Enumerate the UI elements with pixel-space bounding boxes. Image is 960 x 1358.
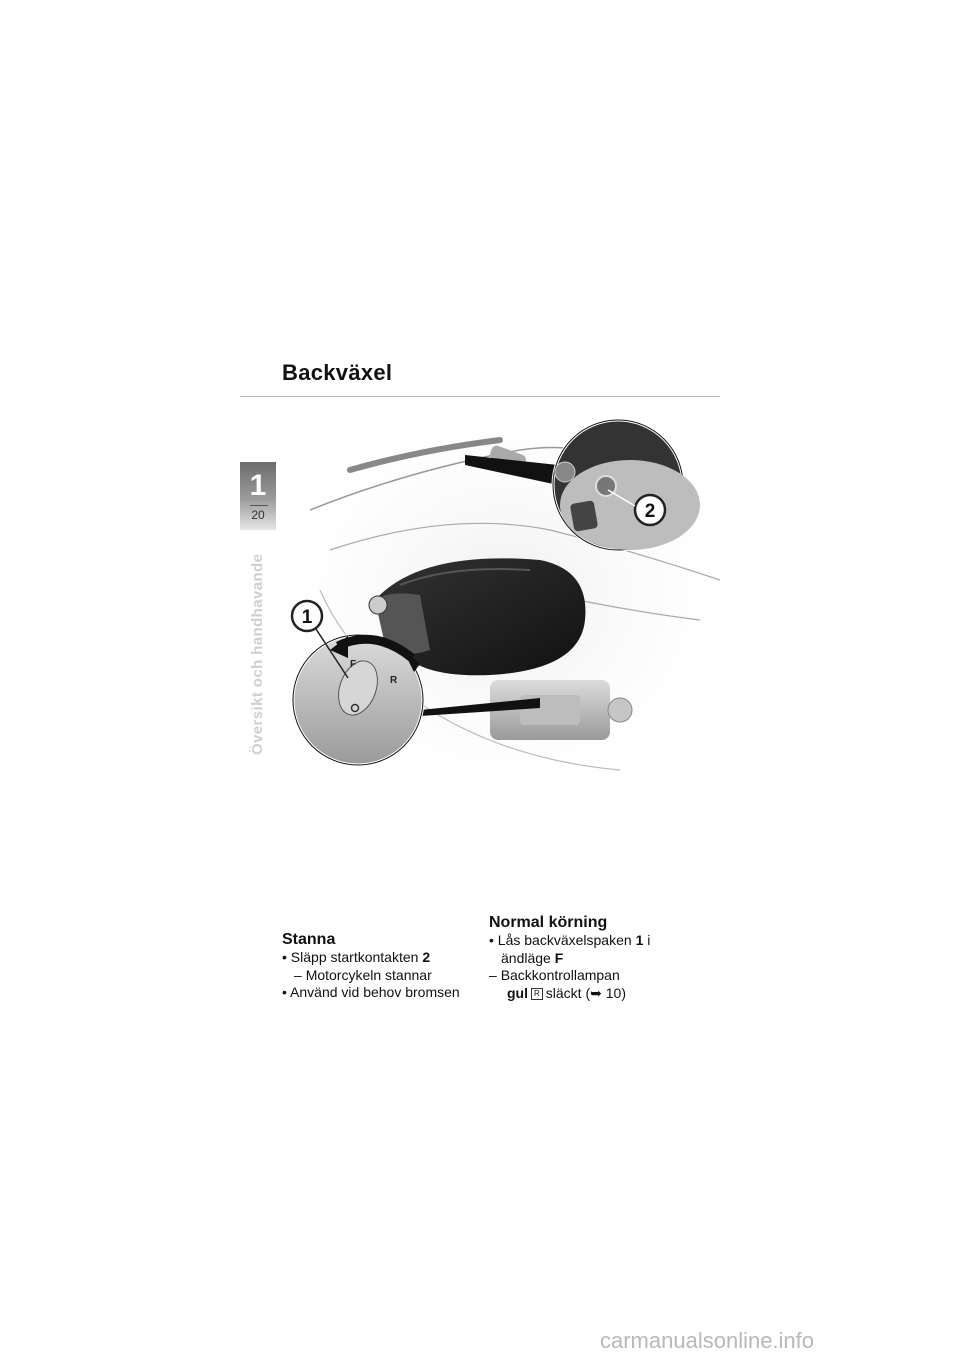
page-title: Backväxel	[282, 360, 393, 385]
list-item: – Motorcykeln stannar	[294, 966, 432, 983]
list-item: ändläge F	[501, 949, 564, 966]
watermark: carmanualsonline.info	[600, 1328, 815, 1353]
title-divider	[240, 396, 720, 397]
list-item: – Backkontrollampan	[489, 967, 620, 983]
section-label: Översikt och handhavande	[249, 553, 266, 755]
stop-heading: Stanna	[282, 931, 336, 948]
lever-mark-f: F	[350, 659, 357, 670]
callout-2: 2	[644, 501, 656, 522]
normal-driving-instructions	[489, 914, 689, 1002]
list-item: gul R släckt (➥ 10)	[507, 984, 626, 1001]
chapter-number: 1	[249, 469, 267, 502]
lever-mark-r: R	[390, 675, 398, 686]
list-item: • Lås backväxelspaken 1 i	[489, 932, 651, 948]
callout-1: 1	[301, 607, 313, 628]
reverse-indicator-icon: R	[531, 988, 543, 1000]
stop-instructions	[282, 931, 482, 1002]
normal-driving-heading: Normal körning	[489, 914, 608, 931]
list-item: • Använd vid behov bromsen	[282, 984, 460, 1000]
page-number: 20	[251, 508, 265, 522]
reference-arrow-icon: ➥	[590, 984, 602, 1001]
chapter-divider	[250, 505, 268, 506]
motorcycle-illustration	[290, 410, 720, 790]
list-item: • Släpp startkontakten 2	[282, 949, 431, 965]
